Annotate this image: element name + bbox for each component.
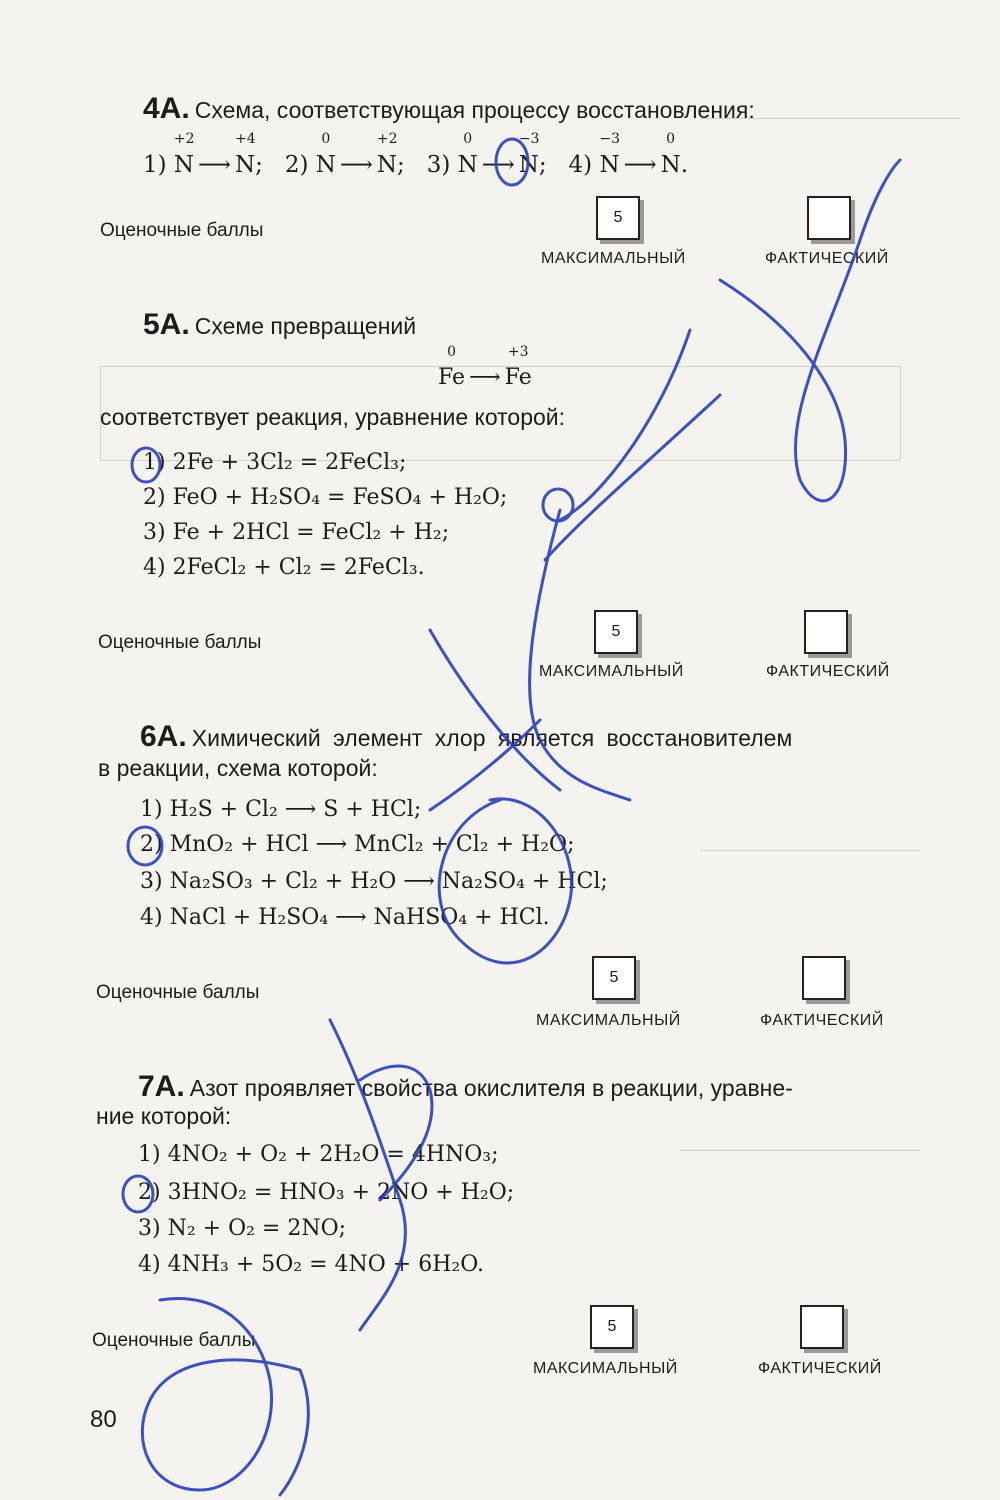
q4-option-2: 2) N 0 ⟶ N +2 ; (284, 131, 405, 178)
actual-score-box[interactable] (807, 196, 851, 240)
scribble-stroke (280, 1370, 308, 1495)
question-text-continued: соответствует реакция, уравнение которой: (100, 404, 566, 430)
max-score-box: 5 (592, 956, 636, 1000)
max-score-caption: МАКСИМАЛЬНЫЙ (541, 250, 686, 267)
score-label: Оценочные баллы (92, 1330, 256, 1351)
question-text: Азот проявляет свойства окислителя в реакции, уравне- (189, 1075, 793, 1101)
max-score-caption: МАКСИМАЛЬНЫЙ (539, 663, 684, 680)
question-5a-heading (143, 308, 416, 342)
q5-option-2: 2) FeO + H₂SO₄ = FeSO₄ + H₂O; (143, 485, 508, 510)
question-number: 4А. (143, 92, 190, 125)
score-label: Оценочные баллы (100, 220, 264, 241)
max-score-caption: МАКСИМАЛЬНЫЙ (536, 1012, 681, 1029)
q4-option-4: 4) N −3 ⟶ N 0 . (568, 131, 688, 178)
q4-options (143, 131, 688, 178)
question-4a-heading (143, 92, 755, 126)
question-text-continued: в реакции, схема которой: (98, 755, 378, 781)
question-7a-heading (138, 1070, 793, 1104)
q5-option-3: 3) Fe + 2HCl = FeCl₂ + H₂; (143, 520, 450, 545)
actual-score-box[interactable] (804, 610, 848, 654)
stray-circle (543, 489, 573, 521)
actual-score-caption: ФАКТИЧЕСКИЙ (765, 250, 889, 267)
actual-score-caption: ФАКТИЧЕСКИЙ (766, 663, 890, 680)
scribble-stroke (560, 330, 690, 520)
score-label: Оценочные баллы (98, 632, 262, 653)
q7-option-4: 4) 4NH₃ + 5O₂ = 4NO + 6H₂O. (138, 1252, 484, 1277)
actual-score-caption: ФАКТИЧЕСКИЙ (760, 1012, 884, 1029)
page-number: 80 (90, 1406, 117, 1433)
question-number: 7А. (138, 1070, 185, 1103)
actual-score-caption: ФАКТИЧЕСКИЙ (758, 1360, 882, 1377)
q4-option-3: 3) N 0 ⟶ N −3 ; (426, 131, 547, 178)
q5-scheme: Fe 0 ⟶ Fe +3 (438, 344, 532, 390)
q5-option-1: 1) 2Fe + 3Cl₂ = 2FeCl₃; (143, 450, 407, 475)
max-score-box: 5 (590, 1305, 634, 1349)
scribble-stroke (530, 510, 630, 800)
actual-score-box[interactable] (800, 1305, 844, 1349)
score-label: Оценочные баллы (96, 982, 260, 1003)
scribble-stroke (430, 630, 560, 790)
q6-option-2: 2) MnO₂ + HCl ⟶ MnCl₂ + Cl₂ + H₂O; (140, 832, 575, 857)
max-score-box: 5 (596, 196, 640, 240)
scribble-stroke (142, 1298, 300, 1490)
q7-option-2: 2) 3HNO₂ = HNO₃ + 2NO + H₂O; (138, 1180, 515, 1205)
q5-option-4: 4) 2FeCl₂ + Cl₂ = 2FeCl₃. (143, 555, 425, 580)
q6-option-1: 1) H₂S + Cl₂ ⟶ S + HCl; (140, 797, 422, 822)
actual-score-box[interactable] (802, 956, 846, 1000)
max-score-box: 5 (594, 610, 638, 654)
scribble-stroke (330, 1020, 405, 1330)
question-text: Схема, соответствующая процессу восстановления: (194, 97, 755, 123)
q6-option-4: 4) NaCl + H₂SO₄ ⟶ NaHSO₄ + HCl. (140, 905, 550, 930)
question-text: Схеме превращений (194, 313, 417, 339)
question-number: 6А. (140, 720, 187, 753)
question-6a-heading (140, 720, 792, 754)
q4-option-1: 1) N +2 ⟶ N +4 ; (143, 131, 263, 178)
q7-option-3: 3) N₂ + O₂ = 2NO; (138, 1216, 347, 1241)
question-text: Химический элемент хлор является восстановителем (191, 725, 793, 751)
max-score-caption: МАКСИМАЛЬНЫЙ (533, 1360, 678, 1377)
scribble-stroke (545, 395, 720, 560)
question-text-continued: ние которой: (96, 1103, 232, 1129)
question-number: 5А. (143, 308, 190, 341)
q7-option-1: 1) 4NO₂ + O₂ + 2H₂O = 4HNO₃; (138, 1142, 499, 1167)
q6-option-3: 3) Na₂SO₃ + Cl₂ + H₂O ⟶ Na₂SO₄ + HCl; (140, 869, 608, 894)
